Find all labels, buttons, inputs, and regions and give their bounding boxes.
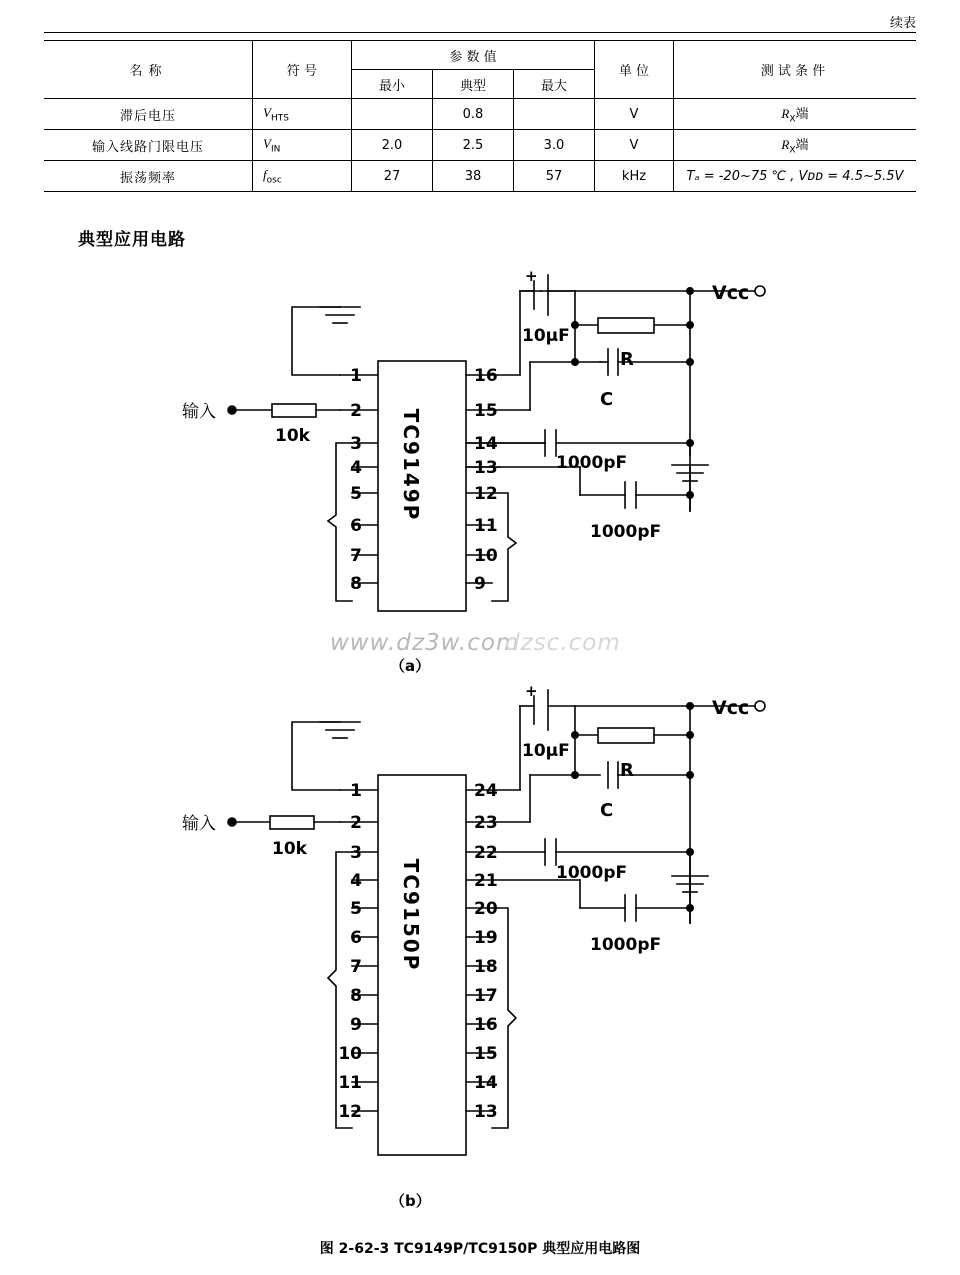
continued-label: 续表 [889, 16, 916, 31]
ic-label-a: TC9149P [399, 408, 423, 522]
row-cond-main: R [781, 137, 790, 153]
figure-a-caption: （a） [390, 657, 431, 675]
pin-right-13: 13 [474, 458, 498, 478]
row-name: 输入线路门限电压 [44, 130, 253, 161]
pin-left-5: 5 [350, 899, 362, 919]
pin-left-3: 3 [350, 843, 362, 863]
header-typ: 典型 [433, 70, 514, 99]
pin-left-6: 6 [350, 928, 362, 948]
top-rule [44, 32, 916, 33]
pin-left-2: 2 [350, 813, 362, 833]
pin-left-12: 12 [338, 1102, 362, 1122]
header-symbol: 符 号 [253, 41, 352, 99]
row-unit: V [595, 130, 674, 161]
resistor-10k-label-a: 10k [275, 426, 310, 446]
cap-1000pf-label-a1: 1000pF [556, 453, 628, 473]
resistor-r-label-b: R [620, 760, 634, 781]
pin-right-15: 15 [474, 1044, 498, 1064]
figure-a [0, 265, 960, 675]
specification-table [44, 40, 916, 192]
row-typ: 38 [433, 161, 514, 192]
row-cond-main: R [781, 106, 790, 122]
resistor-10k-label-b: 10k [272, 839, 307, 859]
header-max: 最大 [514, 70, 595, 99]
figure-b [0, 680, 960, 1225]
pin-left-6: 6 [350, 516, 362, 536]
row-cond-sub: X [789, 114, 796, 125]
pin-left-3: 3 [350, 434, 362, 454]
cap-10uf-label-a: 10μF [522, 326, 570, 346]
pin-right-13: 13 [474, 1102, 498, 1122]
pin-left-10: 10 [338, 1044, 362, 1064]
row-unit: V [595, 99, 674, 130]
circuit-diagram-a [0, 265, 960, 675]
row-symbol-main: f [263, 166, 267, 182]
row-min: 2.0 [352, 130, 433, 161]
table-row [44, 161, 916, 192]
row-cond-tail: 端 [795, 107, 809, 123]
header-condition: 测 试 条 件 [674, 41, 917, 99]
section-title: 典型应用电路 [78, 230, 186, 250]
header-param-group: 参 数 值 [352, 41, 595, 70]
pin-right-17: 17 [474, 986, 498, 1006]
pin-left-7: 7 [350, 546, 362, 566]
header-name: 名 称 [44, 41, 253, 99]
pin-left-1: 1 [350, 781, 362, 801]
row-cond-tail: 端 [795, 138, 809, 154]
ic-label-b: TC9150P [399, 858, 423, 972]
row-condition [674, 130, 917, 161]
pin-right-21: 21 [474, 871, 498, 891]
resistor-r-label-a: R [620, 349, 634, 370]
table-header-row [44, 41, 916, 70]
row-symbol-sub: osc [266, 175, 282, 186]
pin-left-8: 8 [350, 574, 362, 594]
pin-left-1: 1 [350, 366, 362, 386]
pin-right-12: 12 [474, 484, 498, 504]
cap-polarity-b: + [525, 682, 538, 700]
circuit-diagram-b [0, 680, 960, 1225]
vcc-label-b: Vcc [712, 697, 750, 719]
cap-1000pf-label-b1: 1000pF [556, 863, 628, 883]
row-symbol-sub: HTS [270, 113, 289, 124]
row-name: 振荡频率 [44, 161, 253, 192]
pin-left-4: 4 [350, 871, 362, 891]
row-cond-sub: X [789, 145, 796, 156]
cap-c-label-b: C [600, 800, 614, 821]
pin-right-19: 19 [474, 928, 498, 948]
input-label-a: 输入 [182, 402, 216, 422]
pin-left-11: 11 [338, 1073, 362, 1093]
row-condition: Tₐ = -20~75 ℃ , Vᴅᴅ = 4.5~5.5V [674, 161, 917, 192]
pin-left-9: 9 [350, 1015, 362, 1035]
watermark-secondary: dzsc.com [505, 630, 621, 656]
pin-right-10: 10 [474, 546, 498, 566]
pin-right-22: 22 [474, 843, 498, 863]
row-max [514, 99, 595, 130]
pin-right-14: 14 [474, 1073, 498, 1093]
table-row [44, 130, 916, 161]
pin-right-16: 16 [474, 366, 498, 386]
row-symbol [253, 161, 352, 192]
pin-right-24: 24 [474, 781, 498, 801]
row-typ: 2.5 [433, 130, 514, 161]
pin-left-8: 8 [350, 986, 362, 1006]
row-max: 57 [514, 161, 595, 192]
pin-right-16: 16 [474, 1015, 498, 1035]
vcc-label-a: Vcc [712, 282, 750, 304]
row-min [352, 99, 433, 130]
row-min: 27 [352, 161, 433, 192]
row-max: 3.0 [514, 130, 595, 161]
row-symbol-main: V [263, 135, 271, 151]
row-symbol-main: V [263, 104, 271, 120]
header-unit: 单 位 [595, 41, 674, 99]
row-typ: 0.8 [433, 99, 514, 130]
pin-right-14: 14 [474, 434, 498, 454]
row-name: 滞后电压 [44, 99, 253, 130]
figure-b-caption: （b） [390, 1192, 431, 1210]
table-row [44, 99, 916, 130]
cap-c-label-a: C [600, 389, 614, 410]
pin-right-11: 11 [474, 516, 498, 536]
pin-left-7: 7 [350, 957, 362, 977]
row-symbol [253, 130, 352, 161]
pin-right-9: 9 [474, 574, 486, 594]
input-label-b: 输入 [182, 814, 216, 834]
cap-1000pf-label-b2: 1000pF [590, 935, 662, 955]
figure-caption: 图 2-62-3 TC9149P/TC9150P 典型应用电路图 [319, 1241, 641, 1257]
cap-1000pf-label-a2: 1000pF [590, 522, 662, 542]
pin-left-4: 4 [350, 458, 362, 478]
pin-right-15: 15 [474, 401, 498, 421]
row-condition [674, 99, 917, 130]
pin-right-18: 18 [474, 957, 498, 977]
pin-left-5: 5 [350, 484, 362, 504]
pin-left-2: 2 [350, 401, 362, 421]
cap-polarity-a: + [525, 267, 538, 285]
row-symbol [253, 99, 352, 130]
watermark-primary: www.dz3w.com [330, 630, 520, 656]
row-unit: kHz [595, 161, 674, 192]
pin-right-23: 23 [474, 813, 498, 833]
header-min: 最小 [352, 70, 433, 99]
pin-right-20: 20 [474, 899, 498, 919]
cap-10uf-label-b: 10μF [522, 741, 570, 761]
row-symbol-sub: IN [270, 144, 281, 155]
